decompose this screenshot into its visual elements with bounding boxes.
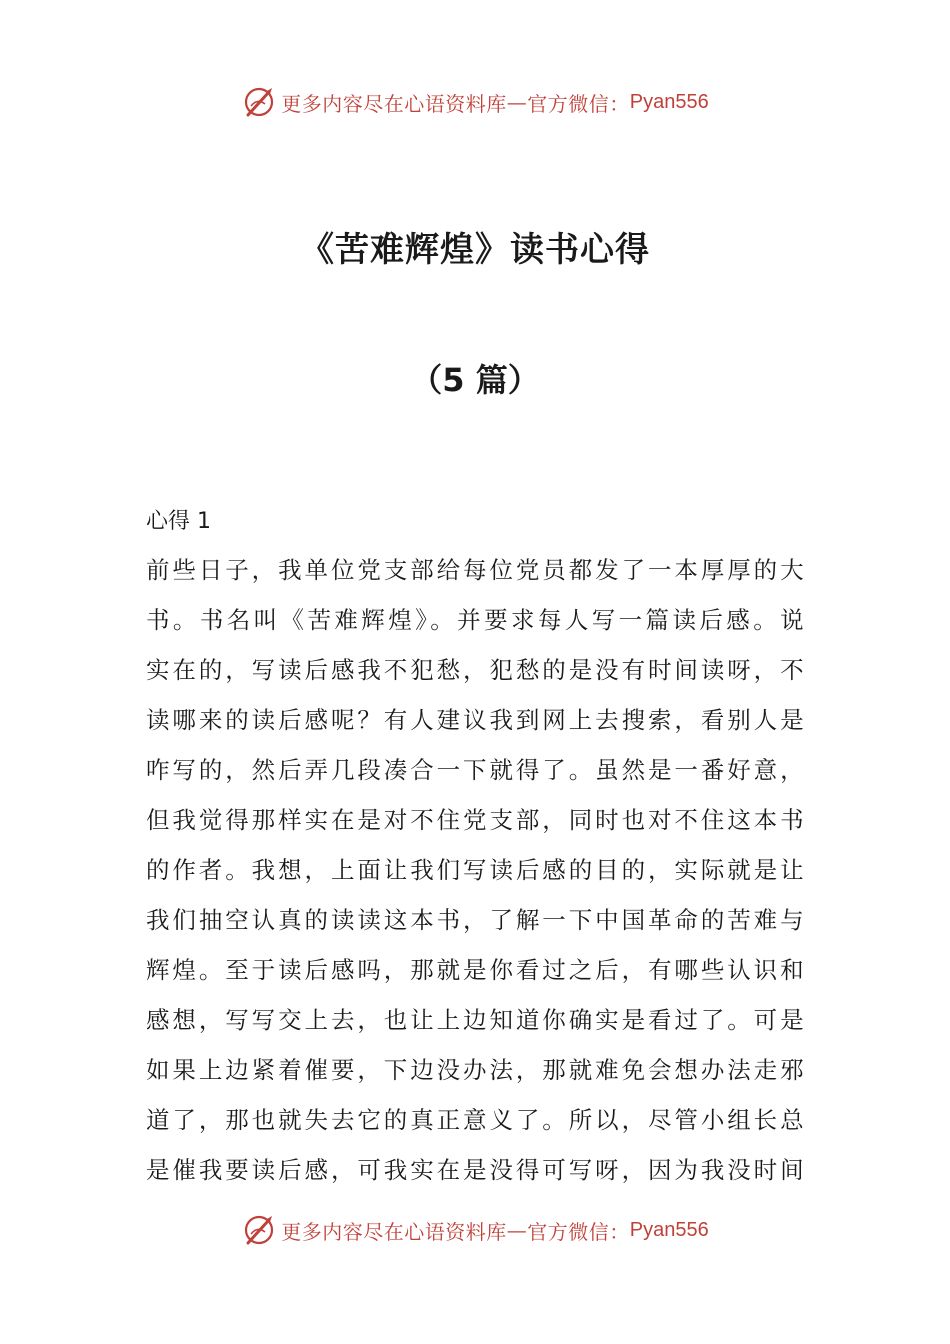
watermark-separator: — — [506, 90, 528, 114]
body-line: 辉煌。至于读后感吗，那就是你看过之后，有哪些认识和 — [146, 956, 806, 984]
watermark-main-text: 更多内容尽在心语资料库 — [281, 91, 507, 116]
body-line: 是催我要读后感，可我实在是没得可写呀，因为我没时间 — [146, 1156, 806, 1184]
watermark-main-text: 更多内容尽在心语资料库 — [281, 1219, 507, 1244]
section-heading: 心得 1 — [146, 509, 211, 534]
body-line: 如果上边紧着催要，下边没办法，那就难免会想办法走邪 — [146, 1056, 806, 1084]
pen-logo-icon — [241, 84, 277, 120]
footer-watermark — [0, 1210, 950, 1250]
body-paragraph — [146, 545, 806, 1195]
body-line: 读哪来的读后感呢？有人建议我到网上去搜索，看别人是 — [146, 706, 806, 734]
watermark-wechat-label: 官方微信： — [527, 1219, 630, 1244]
body-line: 实在的，写读后感我不犯愁，犯愁的是没有时间读呀，不 — [146, 656, 806, 684]
body-line: 道了，那也就失去它的真正意义了。所以，尽管小组长总 — [146, 1106, 806, 1134]
pen-logo-icon — [241, 1212, 277, 1248]
body-line: 的作者。我想，上面让我们写读后感的目的，实际就是让 — [146, 856, 806, 884]
body-line: 我们抽空认真的读读这本书，了解一下中国革命的苦难与 — [146, 906, 806, 934]
document-title: 《苦难辉煌》读书心得 — [300, 230, 650, 270]
body-line: 但我觉得那样实在是对不住党支部，同时也对不住这本书 — [146, 806, 806, 834]
body-line: 书。书名叫《苦难辉煌》。并要求每人写一篇读后感。说 — [146, 606, 806, 634]
body-line: 前些日子，我单位党支部给每位党员都发了一本厚厚的大 — [146, 556, 806, 584]
body-line: 咋写的，然后弄几段凑合一下就得了。虽然是一番好意， — [146, 756, 806, 784]
body-line: 感想，写写交上去，也让上边知道你确实是看过了。可是 — [146, 1006, 806, 1034]
watermark-separator: — — [506, 1218, 528, 1242]
watermark-wechat-id: Pyan556 — [629, 1218, 709, 1241]
document-subtitle: （5 篇） — [410, 361, 540, 399]
watermark-wechat-id: Pyan556 — [629, 90, 709, 113]
header-watermark — [0, 82, 950, 122]
watermark-wechat-label: 官方微信： — [527, 91, 630, 116]
